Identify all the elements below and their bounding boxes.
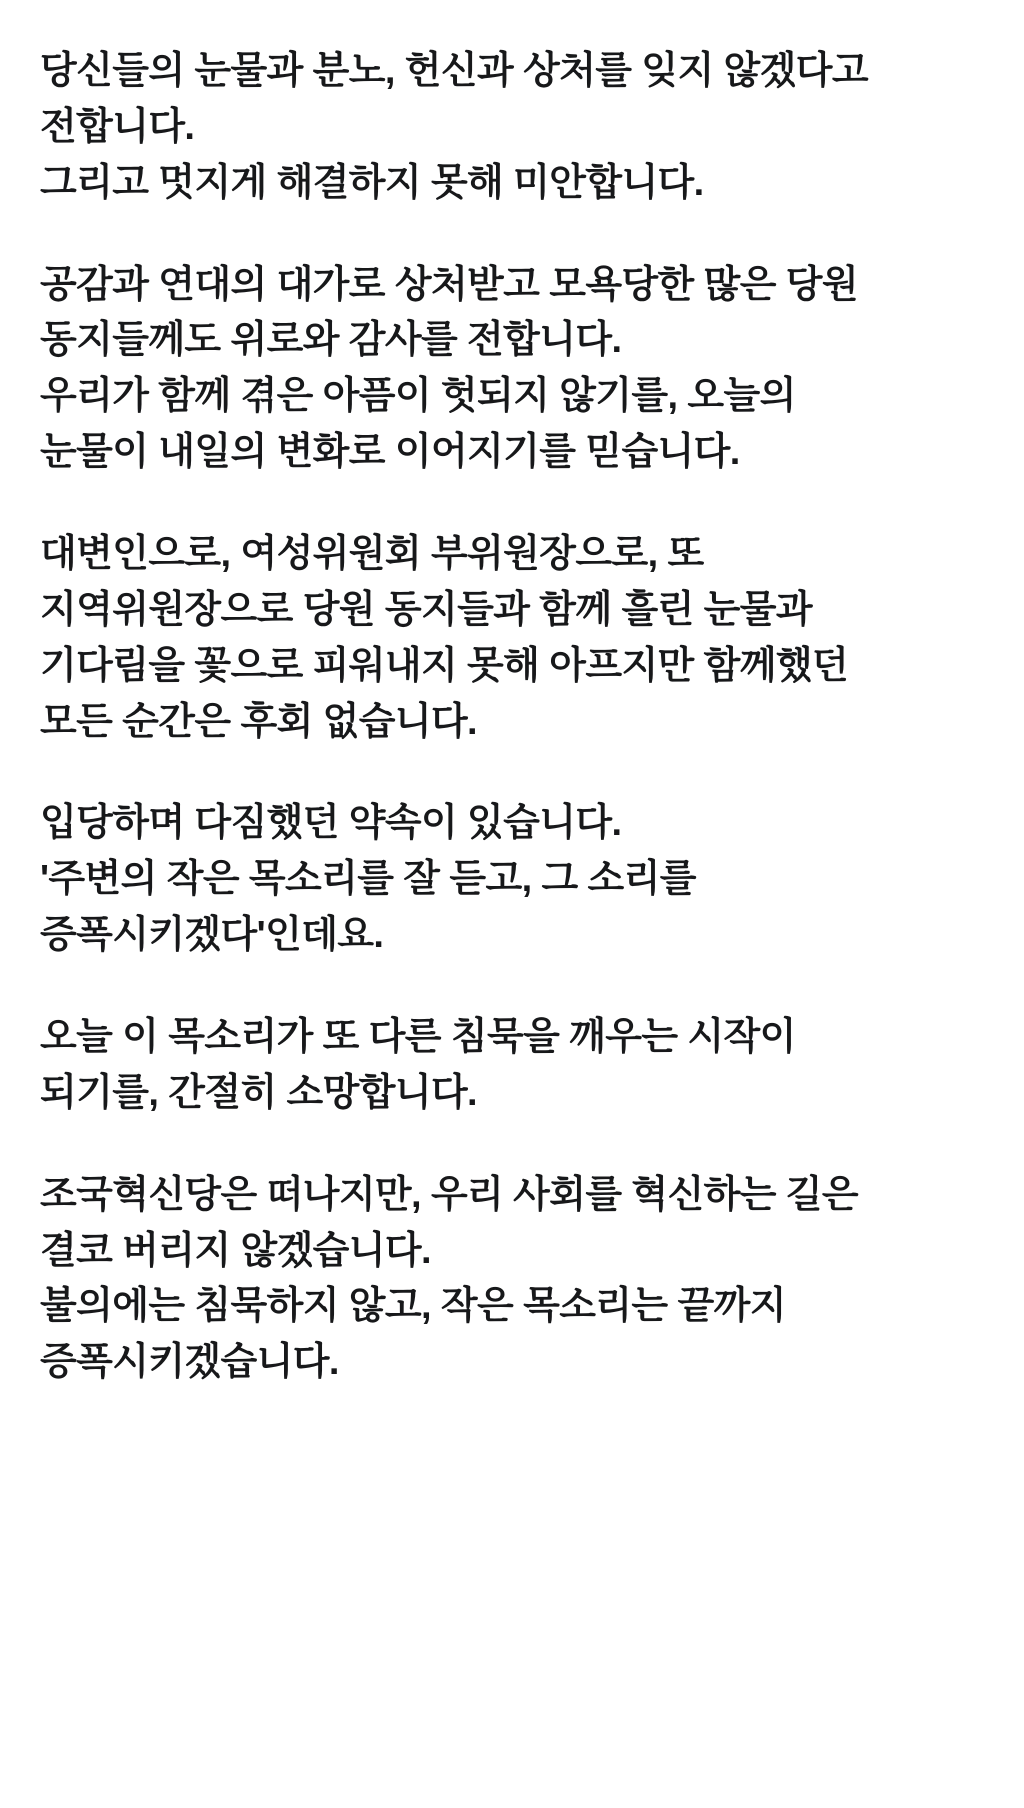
paragraph <box>40 1010 984 1122</box>
paragraph <box>40 44 984 212</box>
text-line: 모든 순간은 후회 없습니다. <box>40 700 478 743</box>
text-line: 기다림을 꽃으로 피워내지 못해 아프지만 함께했던 <box>40 644 849 687</box>
text-line: 증폭시키겠다'인데요. <box>40 914 384 957</box>
paragraph <box>40 527 984 750</box>
text-line: '주변의 작은 목소리를 잘 듣고, 그 소리를 <box>40 858 696 901</box>
text-line: 당신들의 눈물과 분노, 헌신과 상처를 잊지 않겠다고 <box>40 50 868 92</box>
text-line: 결코 버리지 않겠습니다. <box>40 1229 431 1272</box>
text-line: 눈물이 내일의 변화로 이어지기를 믿습니다. <box>40 431 740 474</box>
text-line: 공감과 연대의 대가로 상처받고 모욕당한 많은 당원 <box>40 263 859 306</box>
text-line: 우리가 함께 겪은 아픔이 헛되지 않기를, 오늘의 <box>40 375 796 418</box>
text-line: 전합니다. <box>40 105 195 148</box>
text-line: 오늘 이 목소리가 또 다른 침묵을 깨우는 시작이 <box>40 1016 796 1059</box>
text-line: 지역위원장으로 당원 동지들과 함께 흘린 눈물과 <box>40 588 812 631</box>
paragraph <box>40 258 984 481</box>
text-line: 동지들께도 위로와 감사를 전합니다. <box>40 319 622 362</box>
text-line: 증폭시키겠습니다. <box>40 1341 339 1384</box>
paragraph <box>40 1168 984 1391</box>
statement-body <box>40 44 984 1391</box>
text-line: 조국혁신당은 떠나지만, 우리 사회를 혁신하는 길은 <box>40 1173 859 1216</box>
paragraph <box>40 796 984 964</box>
text-line: 되기를, 간절히 소망합니다. <box>40 1071 478 1114</box>
text-line: 대변인으로, 여성위원회 부위원장으로, 또 <box>40 533 704 576</box>
text-line: 그리고 멋지게 해결하지 못해 미안합니다. <box>40 161 704 204</box>
text-line: 입당하며 다짐했던 약속이 있습니다. <box>40 802 622 845</box>
text-line: 불의에는 침묵하지 않고, 작은 목소리는 끝까지 <box>40 1285 786 1328</box>
